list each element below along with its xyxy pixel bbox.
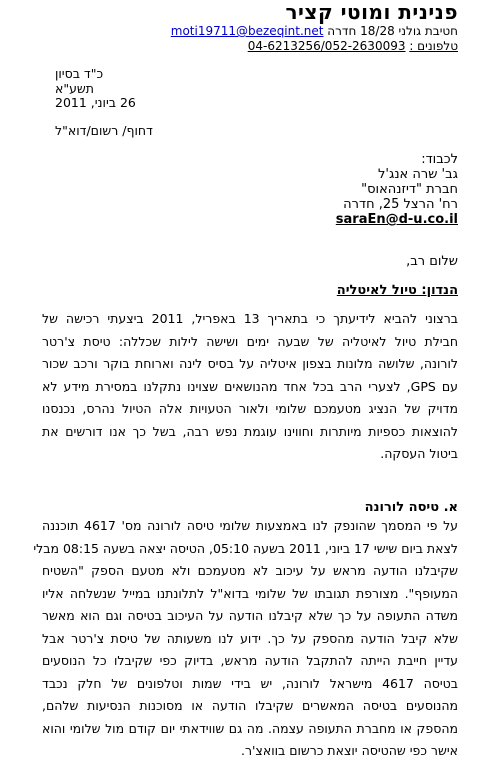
gregorian-date: 26 ביוני, 2011 <box>55 95 136 110</box>
recipient-email[interactable]: saraEn@d-u.co.il <box>335 212 458 227</box>
greeting: שלום רב, <box>406 254 458 269</box>
section-a-line: מהנוסעים בטיסה המאשרים שקיבלו הודעה או מסוכנות הנסיעות שלהם, <box>42 698 458 713</box>
recipient-address: רח' הרצל 25, חדרה <box>343 197 458 212</box>
intro-line: חבילת טיול לאיטליה של שבעה ימים ושישה לילות שכללה: טיסת צ'רטר <box>42 333 458 349</box>
intro-line: לורונה, שלושה מלונות בצפון איטליה על בסיס לינה וארוחת בוקר ורכב שכור <box>42 356 458 371</box>
section-a-title: א. טיסה לורונה <box>364 500 458 515</box>
sender-address-line <box>171 24 458 39</box>
intro-line: עם GPS, לצערי הרב בכל אחד מהנושאים שצוינו נתקלנו במסירת מידע לא <box>42 378 458 394</box>
sender-email-link[interactable]: moti19711@bezeqint.net <box>170 24 324 38</box>
recipient-company: חברת "דיזנהאוס" <box>361 182 458 197</box>
intro-paragraph <box>42 308 458 466</box>
section-a-line: אישר כפי שהטיסה יוצאת כרשום בוואצ'ר. <box>240 743 458 758</box>
subject-line: הנדון: טיול לאיטליה <box>336 283 458 298</box>
delivery-method: דחוף/ רשום/דוא"ל <box>55 123 153 138</box>
section-a-line: על פי המסמך שהונפק לנו באמצעות שלומי טיסה לורונה מס' 4617 תוכננה <box>42 518 458 533</box>
recipient-to-label: לכבוד: <box>421 152 458 167</box>
intro-line: ביטול העסקה. <box>380 446 458 461</box>
section-a-line: שקיבלנו הודעה מראש על עיכוב לא מטעמכם ולא מטעם הספק "השטיח <box>42 563 458 578</box>
sender-address: חטיבת גולני 18/28 חדרה <box>327 24 458 38</box>
sender-phones-line <box>248 39 458 54</box>
phones-label: טלפונים : <box>409 39 458 53</box>
recipient-name: גב' שרה אנג'ל <box>378 167 458 182</box>
section-a-line: בטיסה 4617 מישראל לורונה, יש בידי שמות וטלפונים של חלק נכבד <box>42 675 459 691</box>
section-a-line: שלא קיבל הודעה מהספק על כך. ידוע לנו משעותה של טיסת צ'רטר אבל <box>42 630 458 646</box>
section-a-line: לצאת ביום שישי 17 ביוני, 2011 בשעה 05:10, הטיסה יצאה בשעה 08:15 מבלי <box>33 540 458 556</box>
intro-line: ברצוני להביא לידיעתך כי בתאריך 13 באפריל, 2011 ביצעתי רכישה של <box>42 311 459 326</box>
section-a-line: עדיין חייבת הייתה להתקבל הודעה מראש, בדיוק כפי שקיבלו כל הנוסעים <box>42 653 458 668</box>
section-a-paragraph <box>33 515 459 763</box>
phones-value: 04-6213256/052-2630093 <box>247 39 406 53</box>
sender-name: פנינית ומוטי קציר <box>285 0 458 24</box>
intro-line: להוצאות כספיות מיותרות וחווינו עוגמת נפש רבה, בשל כך אנו דורשים את <box>42 423 458 439</box>
intro-line: מדויק של הנציג מטעמכם שלומי ולאור הטעויות אלה הטיול נהרס, נכנסנו <box>42 401 458 416</box>
hebrew-year: תשע"א <box>55 81 95 96</box>
section-a-line: מהספק או מחברת התעופה עצמה. מה גם שווידאתי יום קודם מול שלומי והוא <box>42 720 458 736</box>
section-a-line: המעופף". מצורפת תגובתו של שלומי בדוא"ל לתלונתנו במייל שנשלחה אליו <box>42 585 458 601</box>
section-a-line: משדה התעופה על כך שלא קיבלנו הודעה על העיכוב בטיסה וגם הוא מאשר <box>42 608 458 623</box>
hebrew-date: כ"ד בסיון <box>55 66 104 81</box>
